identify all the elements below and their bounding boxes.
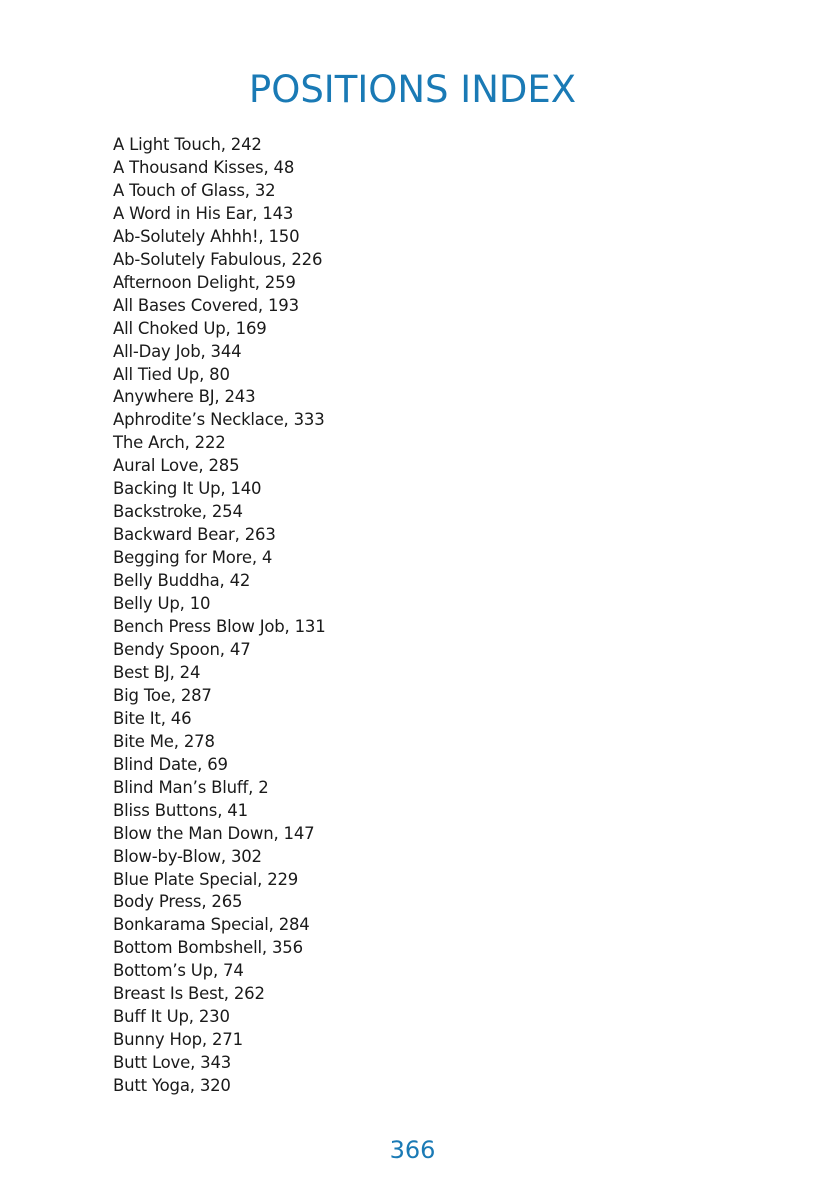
index-entry: Bunny Hop, 271 bbox=[113, 1030, 243, 1050]
index-entry: Bliss Buttons, 41 bbox=[113, 800, 248, 820]
index-entry: A Word in His Ear, 143 bbox=[113, 203, 294, 223]
index-entry: Blue Plate Special, 229 bbox=[113, 869, 299, 889]
index-entry: Bendy Spoon, 47 bbox=[113, 639, 251, 659]
index-entry: Afternoon Delight, 259 bbox=[113, 272, 296, 292]
index-entry: All-Day Job, 344 bbox=[113, 341, 242, 361]
index-entry: Belly Up, 10 bbox=[113, 594, 211, 614]
index-entry: All Bases Covered, 193 bbox=[113, 295, 299, 315]
index-entry: Belly Buddha, 42 bbox=[113, 571, 251, 591]
index-entry: Ab-Solutely Fabulous, 226 bbox=[113, 249, 323, 269]
index-entry: Blow-by-Blow, 302 bbox=[113, 846, 262, 866]
page-title: POSITIONS INDEX bbox=[248, 68, 577, 111]
index-entry: A Touch of Glass, 32 bbox=[113, 180, 276, 200]
index-entry: Blow the Man Down, 147 bbox=[113, 823, 315, 843]
index-entry: Blind Date, 69 bbox=[113, 754, 228, 774]
index-entry: Butt Love, 343 bbox=[113, 1053, 232, 1073]
index-entry: Blind Man’s Bluff, 2 bbox=[113, 777, 269, 797]
index-entry: Butt Yoga, 320 bbox=[113, 1076, 231, 1096]
index-entry: The Arch, 222 bbox=[113, 433, 226, 453]
page-number: 366 bbox=[389, 1136, 436, 1164]
index-entry: Begging for More, 4 bbox=[113, 548, 273, 568]
index-entry: Ab-Solutely Ahhh!, 150 bbox=[113, 226, 300, 246]
index-entry: Bottom Bombshell, 356 bbox=[113, 938, 303, 958]
index-list bbox=[113, 134, 326, 1098]
index-entry: A Thousand Kisses, 48 bbox=[113, 157, 295, 177]
index-entry: Buff It Up, 230 bbox=[113, 1007, 230, 1027]
index-entry: Backward Bear, 263 bbox=[113, 525, 276, 545]
index-entry: Backstroke, 254 bbox=[113, 502, 243, 522]
index-entry: Bonkarama Special, 284 bbox=[113, 915, 310, 935]
index-entry: Anywhere BJ, 243 bbox=[113, 387, 256, 407]
index-entry: All Tied Up, 80 bbox=[113, 364, 230, 384]
index-entry: Aphrodite’s Necklace, 333 bbox=[113, 410, 325, 430]
index-entry: Breast Is Best, 262 bbox=[113, 984, 265, 1004]
index-entry: Bottom’s Up, 74 bbox=[113, 961, 244, 981]
index-entry: All Choked Up, 169 bbox=[113, 318, 267, 338]
index-entry: Bite It, 46 bbox=[113, 708, 192, 728]
index-entry: Aural Love, 285 bbox=[113, 456, 240, 476]
index-entry: Big Toe, 287 bbox=[113, 685, 212, 705]
index-entry: Best BJ, 24 bbox=[113, 662, 201, 682]
index-entry: Backing It Up, 140 bbox=[113, 479, 262, 499]
index-entry: Bench Press Blow Job, 131 bbox=[113, 617, 326, 637]
index-entry: Bite Me, 278 bbox=[113, 731, 215, 751]
index-entry: Body Press, 265 bbox=[113, 892, 243, 912]
index-entry: A Light Touch, 242 bbox=[113, 135, 262, 154]
